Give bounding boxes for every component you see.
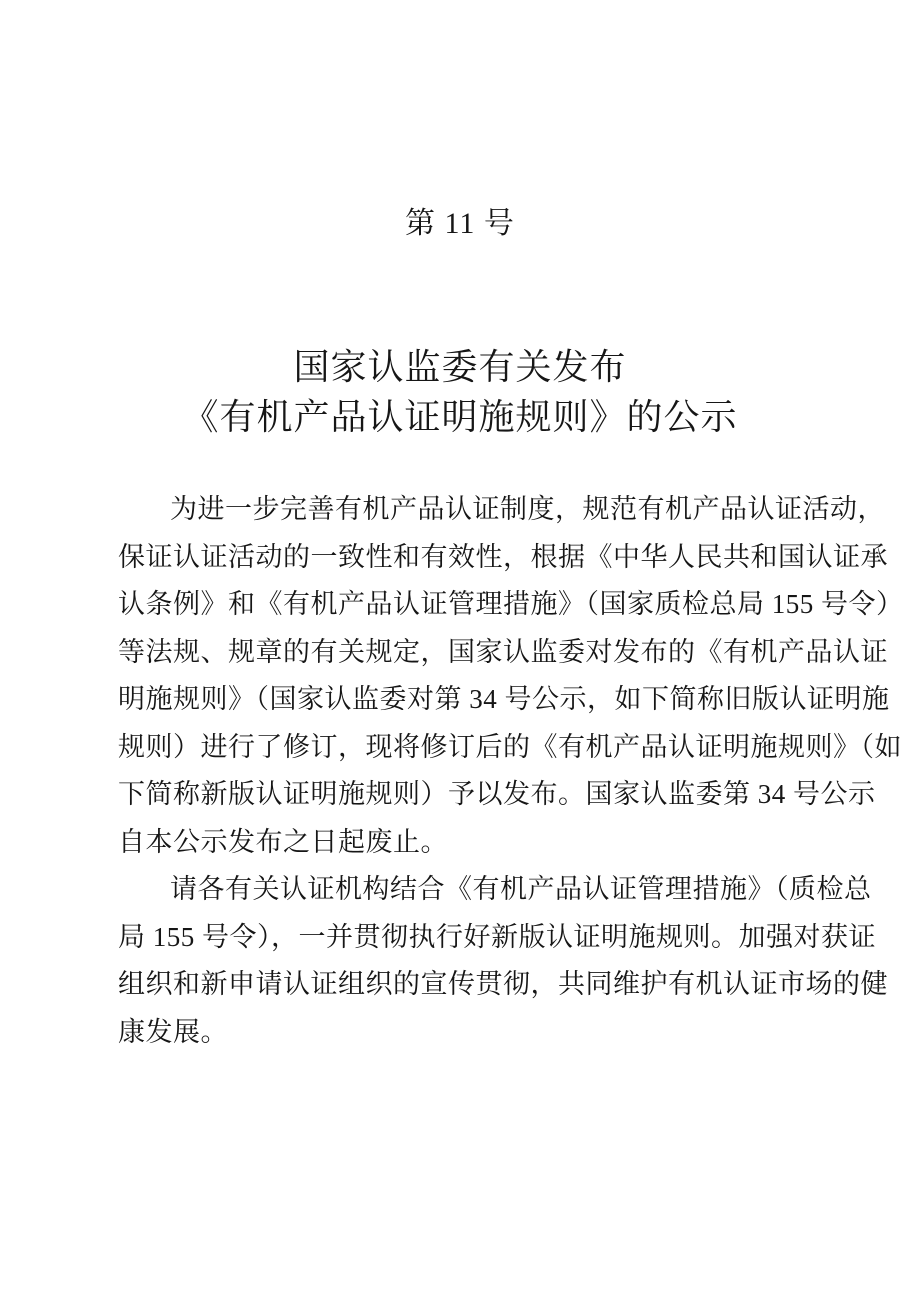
paragraph-1 bbox=[118, 486, 904, 866]
body-line: 认条例》和《有机产品认证管理措施》（国家质检总局 155 号令） bbox=[118, 589, 904, 619]
title-line-2: 《有机产品认证明施规则》的公示 bbox=[182, 397, 738, 437]
body-line: 下简称新版认证明施规则）予以发布。国家认监委第 34 号公示 bbox=[118, 779, 876, 809]
body-line: 规则）进行了修订，现将修订后的《有机产品认证明施规则》（如 bbox=[118, 731, 902, 762]
document-number: 第 11 号 bbox=[405, 207, 515, 240]
body-line: 等法规、规章的有关规定，国家认监委对发布的《有机产品认证 bbox=[118, 636, 888, 667]
paragraph-2 bbox=[118, 866, 888, 1056]
body-line: 康发展。 bbox=[118, 1016, 228, 1047]
body-line: 请各有关认证机构结合《有机产品认证管理措施》（质检总 bbox=[170, 874, 872, 904]
document-title bbox=[0, 342, 920, 442]
document-body bbox=[0, 486, 920, 1056]
body-line: 为进一步完善有机产品认证制度，规范有机产品认证活动， bbox=[170, 494, 885, 524]
body-line: 保证认证活动的一致性和有效性，根据《中华人民共和国认证承 bbox=[118, 541, 888, 572]
body-line: 自本公示发布之日起废止。 bbox=[118, 826, 448, 857]
body-line: 明施规则》（国家认监委对第 34 号公示，如下简称旧版认证明施 bbox=[118, 684, 890, 714]
body-line: 组织和新申请认证组织的宣传贯彻，共同维护有机认证市场的健 bbox=[118, 969, 888, 999]
title-line-1: 国家认监委有关发布 bbox=[293, 347, 627, 387]
body-line: 局 155 号令），一并贯彻执行好新版认证明施规则。加强对获证 bbox=[118, 921, 876, 952]
